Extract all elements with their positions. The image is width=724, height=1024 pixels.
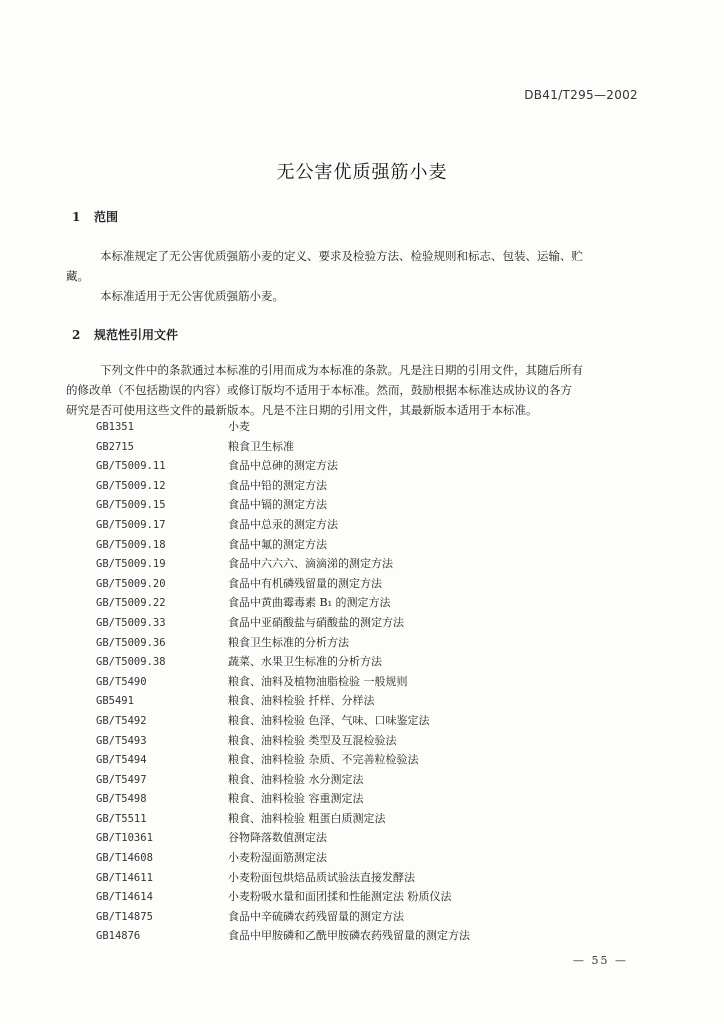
reference-title: 食品中镉的测定方法 <box>228 498 327 512</box>
reference-title: 粮食卫生标准的分析方法 <box>228 635 349 649</box>
reference-code: GB2715 <box>96 440 134 453</box>
reference-list <box>96 418 616 947</box>
reference-code: GB/T5009.19 <box>96 558 166 571</box>
reference-code: GB/T5490 <box>96 675 147 688</box>
reference-title: 小麦 <box>228 420 250 433</box>
reference-title: 谷物降落数值测定法 <box>228 831 327 845</box>
reference-row <box>96 771 616 791</box>
reference-row <box>96 810 616 830</box>
reference-title: 食品中甲胺磷和乙酰甲胺磷农药残留量的测定方法 <box>228 929 470 943</box>
reference-code: GB/T5009.17 <box>96 518 166 531</box>
reference-code: GB/T5493 <box>96 734 147 747</box>
reference-code: GB/T14608 <box>96 852 153 865</box>
reference-title: 食品中六六六、滴滴涕的测定方法 <box>228 557 393 571</box>
reference-title: 粮食、油料检验 粗蛋白质测定法 <box>228 811 386 825</box>
section-title: 范围 <box>94 210 119 224</box>
reference-code: GB14876 <box>96 930 141 943</box>
reference-title: 食品中黄曲霉毒素 B₁ 的测定方法 <box>228 596 391 610</box>
reference-title: 小麦粉吸水量和面团揉和性能测定法 粉质仪法 <box>228 890 452 904</box>
reference-row <box>96 692 616 712</box>
reference-title: 小麦粉面包烘焙品质试验法直接发酵法 <box>228 870 415 884</box>
reference-row <box>96 869 616 889</box>
reference-title: 粮食、油料检验 杂质、不完善粒检验法 <box>228 753 419 767</box>
reference-row <box>96 829 616 849</box>
reference-row <box>96 751 616 771</box>
reference-code: GB/T10361 <box>96 832 153 845</box>
reference-code: GB/T5492 <box>96 714 147 727</box>
reference-title: 小麦粉湿面筋测定法 <box>228 851 327 865</box>
reference-code: GB1351 <box>96 421 134 433</box>
reference-code: GB/T5009.38 <box>96 656 166 669</box>
reference-title: 粮食、油料检验 扦样、分样法 <box>228 694 375 708</box>
scope-para1-line1: 本标准规定了无公害优质强筋小麦的定义、要求及检验方法、检验规则和标志、包装、运输、贮 <box>100 249 583 263</box>
reference-code: GB/T5009.11 <box>96 460 166 473</box>
reference-title: 食品中总砷的测定方法 <box>228 459 338 473</box>
section-number: 2 <box>72 328 81 342</box>
reference-title: 粮食、油料检验 色泽、气味、口味鉴定法 <box>228 713 430 727</box>
reference-row <box>96 653 616 673</box>
reference-code: GB/T5009.22 <box>96 597 166 610</box>
reference-row <box>96 438 616 458</box>
reference-row <box>96 614 616 634</box>
reference-row <box>96 673 616 693</box>
reference-code: GB/T5009.36 <box>96 636 166 649</box>
reference-row <box>96 849 616 869</box>
reference-row <box>96 477 616 497</box>
reference-code: GB/T5498 <box>96 793 147 806</box>
reference-row <box>96 888 616 908</box>
reference-row <box>96 536 616 556</box>
reference-row <box>96 927 616 947</box>
reference-title: 粮食、油料检验 容重测定法 <box>228 792 364 806</box>
reference-title: 粮食、油料检验 水分测定法 <box>228 772 364 786</box>
reference-code: GB/T5511 <box>96 812 147 825</box>
reference-code: GB/T14614 <box>96 891 153 904</box>
intro-line-3: 研究是否可使用这些文件的最新版本。凡是不注日期的引用文件，其最新版本适用于本标准。 <box>66 403 538 417</box>
reference-title: 粮食、油料检验 类型及互混检验法 <box>228 733 397 747</box>
page-number: — 55 — <box>573 954 628 967</box>
intro-line-1: 下列文件中的条款通过本标准的引用而成为本标准的条款。凡是注日期的引用文件，其随后所有 <box>100 363 583 377</box>
intro-line-2: 的修改单（不包括勘误的内容）或修订版均不适用于本标准。然而，鼓励根据本标准达成协议的各方 <box>66 383 572 397</box>
reference-title: 粮食、油料及植物油脂检验 一般规则 <box>228 674 408 688</box>
section-number: 1 <box>72 210 81 224</box>
reference-code: GB/T5009.15 <box>96 499 166 512</box>
reference-code: GB5491 <box>96 695 134 708</box>
reference-title: 食品中总汞的测定方法 <box>228 517 338 531</box>
reference-row <box>96 516 616 536</box>
reference-row <box>96 908 616 928</box>
reference-row <box>96 732 616 752</box>
reference-code: GB/T14875 <box>96 910 153 923</box>
reference-title: 粮食卫生标准 <box>228 439 294 453</box>
reference-code: GB/T5494 <box>96 754 147 767</box>
section-title: 规范性引用文件 <box>94 328 179 342</box>
reference-code: GB/T5009.20 <box>96 577 166 590</box>
scope-paragraph-1 <box>66 246 638 306</box>
reference-title: 食品中有机磷残留量的测定方法 <box>228 576 382 590</box>
reference-code: GB/T5009.12 <box>96 479 166 492</box>
reference-code: GB/T14611 <box>96 871 153 884</box>
reference-row <box>96 634 616 654</box>
reference-row <box>96 496 616 516</box>
standard-code: DB41/T295—2002 <box>524 88 638 102</box>
reference-title: 食品中亚硝酸盐与硝酸盐的测定方法 <box>228 615 404 629</box>
reference-row <box>96 790 616 810</box>
section-heading-normative-refs <box>72 326 178 343</box>
reference-code: GB/T5009.18 <box>96 538 166 551</box>
reference-row <box>96 457 616 477</box>
reference-title: 食品中铅的测定方法 <box>228 478 327 492</box>
reference-row <box>96 555 616 575</box>
document-title: 无公害优质强筋小麦 <box>276 162 448 183</box>
reference-row <box>96 575 616 595</box>
normative-refs-intro <box>66 360 638 420</box>
scope-paragraph-2: 本标准适用于无公害优质强筋小麦。 <box>100 289 284 303</box>
scope-para1-line2: 藏。 <box>66 269 89 283</box>
reference-row <box>96 712 616 732</box>
reference-row <box>96 418 616 438</box>
reference-row <box>96 594 616 614</box>
reference-title: 蔬菜、水果卫生标准的分析方法 <box>228 655 382 669</box>
reference-title: 食品中辛硫磷农药残留量的测定方法 <box>228 909 404 923</box>
reference-code: GB/T5497 <box>96 773 147 786</box>
reference-code: GB/T5009.33 <box>96 616 166 629</box>
section-heading-scope <box>72 208 118 225</box>
reference-title: 食品中氟的测定方法 <box>228 537 327 551</box>
